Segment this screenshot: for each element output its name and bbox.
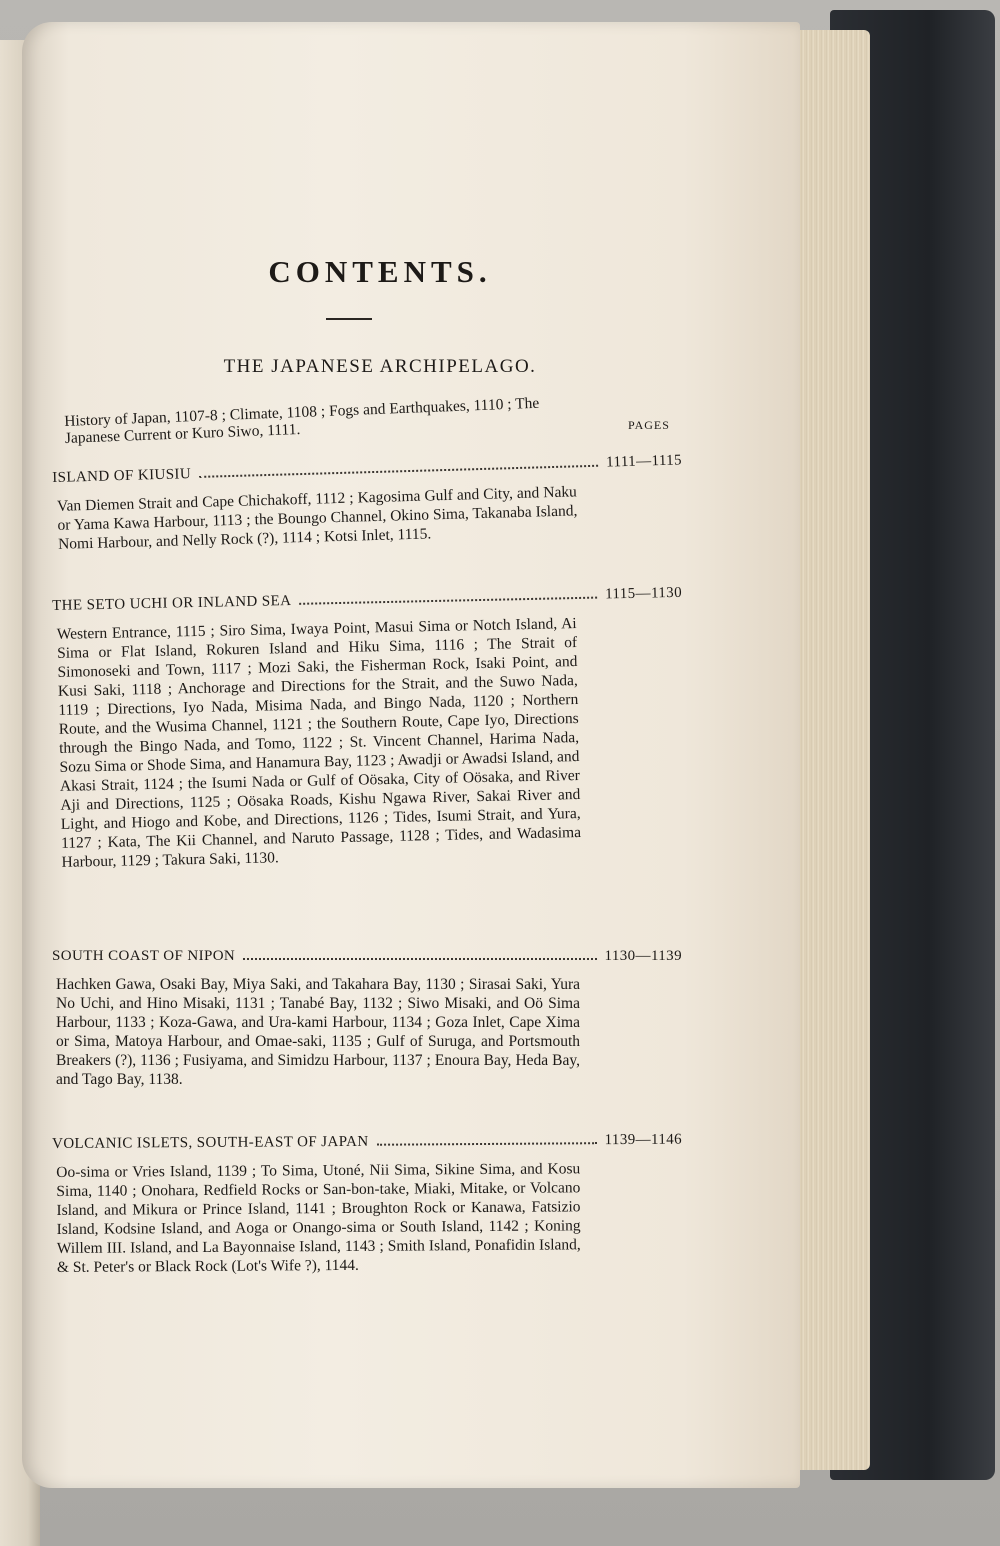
section-body: Western Entrance, 1115 ; Siro Sima, Iwaya Point, Masui Sima or Notch Island, Ai Sima or Flat Island, Rokuren Island and Hiku Sima, 1116 ; The Strait of Simonoseki and Town, 1117 ; Mozi Saki, the Fisherman Rock, Isaki Point, and Kusi Saki, 1118 ; Anchorage and Directions for the Strait, and the Suwo Nada, 1119 ; Directions, Iyo Nada, Misima Nada, and Bingo Nada, 1120 ; Northern Route, and the Wusima Channel, 1121 ; the Southern Route, Cape Iyo, Directions through the Bingo Nada, and Tomo, 1122 ; St. Vincent Channel, Harima Nada, Sozu Sima or Shode Sima, and Hanamura Bay, 1123 ; Awadji or Awadsi Island, and Akasi Strait, 1124 ; the Isumi Nada or Gulf of Oösaka, City of Oösaka, and River Aji and Directions, 1125 ; Oösaka Roads, Kishu Ngawa River, Sakai River and Light, and Hiogo and Kobe, and Directions, 1126 ; Tides, Isumi Strait, and Yura, 1127 ; Kata, The Kii Channel, and Naruto Passage, 1128 ; Tides, and Wadasima Harbour, 1129 ; Takura Saki, 1130. bbox=[56, 615, 582, 871]
section-heading: VOLCANIC ISLETS, SOUTH-EAST OF JAPAN bbox=[52, 1133, 369, 1152]
page-title: CONTENTS. bbox=[268, 254, 492, 289]
section-heading-row bbox=[52, 1132, 682, 1153]
section-inland-sea bbox=[52, 585, 688, 872]
section-south-coast-nipon bbox=[52, 948, 682, 1089]
section-heading-row bbox=[52, 948, 682, 965]
section-body: Van Diemen Strait and Cape Chichakoff, 1112 ; Kagosima Gulf and City, and Naku or Yama Kawa Harbour, 1113 ; the Boungo Channel, Okino Sima, Takanaba Island, Nomi Harbour, and Nelly Rock (?), 1114 ; Kotsi Inlet, 1115. bbox=[56, 483, 578, 553]
section-heading-row bbox=[52, 585, 682, 615]
title-rule bbox=[326, 318, 372, 320]
section-page-range: 1111—1115 bbox=[605, 452, 683, 471]
dot-leader bbox=[377, 1142, 597, 1146]
section-page-range: 1115—1130 bbox=[604, 584, 683, 603]
dot-leader bbox=[199, 465, 598, 478]
section-heading: SOUTH COAST OF NIPON bbox=[52, 948, 236, 964]
section-heading: THE SETO UCHI OR INLAND SEA bbox=[52, 592, 292, 614]
section-kiusiu bbox=[52, 452, 684, 554]
dot-leader bbox=[299, 597, 597, 605]
section-body: Hachken Gawa, Osaki Bay, Miya Saki, and Takahara Bay, 1130 ; Sirasai Saki, Yura No Uchi, and Hino Misaki, 1131 ; Tanabé Bay, 1132 ; Siwo Misaki, and Oö Sima Harbour, 1133 ; Koza-Gawa, and Ura-kami Harbour, 1134 ; Goza Inlet, Cape Xima or Sima, Matoya Harbour, and Omae-saki, 1135 ; Gulf of Suruga, and Portsmouth Breakers (?), 1136 ; Fusiyama, and Simidzu Harbour, 1137 ; Enoura Bay, Heda Bay, and Tago Bay, 1138. bbox=[56, 976, 580, 1088]
section-heading: ISLAND OF KIUSIU bbox=[52, 466, 192, 486]
pages-column-label: PAGES bbox=[628, 418, 670, 432]
section-body: Oo-sima or Vries Island, 1139 ; To Sima, Utoné, Nii Sima, Sikine Sima, and Kosu Sima, 1140 ; Onohara, Redfield Rocks or San-bon-take, Miaki, Mitake, or Volcano Island, and Mikura or Prince Island, 1141 ; Broughton Rock or Kanawa, Fatsizio Island, Kodsine Island, and Aoga or Onango-sima or South Island, 1142 ; Koning Willem III. Island, and La Bayonnaise Island, 1143 ; Smith Island, Ponafidin Island, & St. Peter's or Black Rock (Lot's Wife ?), 1144. bbox=[56, 1160, 581, 1276]
intro-paragraph: History of Japan, 1107-8 ; Climate, 1108 ; Fogs and Earthquakes, 1110 ; The Japanese Current or Kuro Siwo, 1111. bbox=[64, 394, 540, 447]
section-heading-row bbox=[52, 452, 682, 487]
section-page-range: 1139—1146 bbox=[604, 1131, 683, 1149]
section-page-range: 1130—1139 bbox=[604, 948, 682, 964]
section-volcanic-islets bbox=[52, 1132, 683, 1277]
page-subtitle: THE JAPANESE ARCHIPELAGO. bbox=[223, 356, 537, 377]
dot-leader bbox=[243, 958, 596, 960]
